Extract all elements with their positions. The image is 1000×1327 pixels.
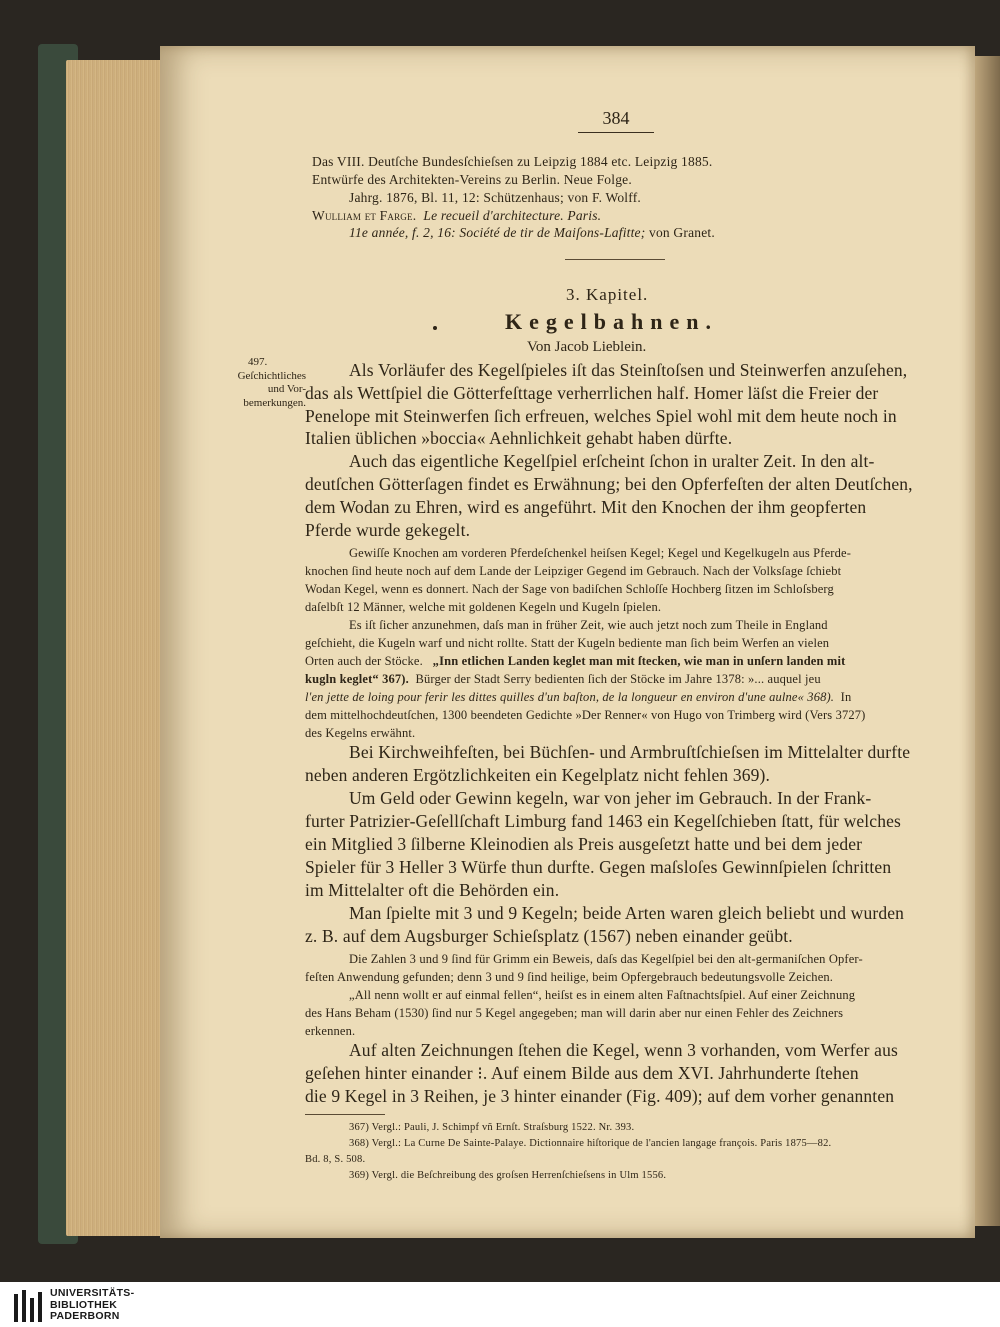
bibliography-line bbox=[312, 208, 601, 224]
library-logo-line: UNIVERSITÄTS- bbox=[50, 1287, 135, 1299]
small-print-line: des Kegelns erwähnt. bbox=[305, 726, 416, 740]
french-quote: l'en jette de loing pour ferir les dittes quilles d'un baſton, de la longueur en environ d'une aulne« 368). bbox=[305, 690, 835, 704]
body-line: deutſchen Götterſagen findet es Erwähnung; bei den Opferfeſten der alten Deutſchen, bbox=[305, 474, 913, 494]
body-line: Penelope mit Steinwerfen ſich erfreuen, welches Spiel wohl mit dem heute noch in bbox=[305, 406, 897, 426]
small-print-line: daſelbſt 12 Männer, welche mit goldenen Kegeln und Kugeln ſpielen. bbox=[305, 600, 662, 614]
small-print-line: knochen ſind heute noch auf dem Lande der Leipziger Gegend im Gebrauch. Nach der Volksſage ſchiebt bbox=[305, 564, 842, 578]
bibliography-author: von Granet. bbox=[645, 225, 715, 240]
fraktur-quote: „Inn etlichen Landen keglet man mit ſtecken, wie man in unſern landen mit bbox=[432, 654, 846, 668]
body-line: im Mittelalter oft die Behörden ein. bbox=[305, 880, 560, 900]
body-line: Auch das eigentliche Kegelſpiel erſcheint ſchon in uralter Zeit. In den alt- bbox=[349, 451, 875, 471]
margin-note-line: Geſchichtliches bbox=[237, 369, 306, 382]
bibliography-author: Wulliam et Farge. bbox=[312, 208, 417, 223]
page-stack-edges bbox=[66, 60, 166, 1236]
body-line: Bei Kirchweihfeſten, bei Büchſen- und Armbruſtſchieſsen im Mittelalter durfte bbox=[349, 742, 911, 762]
small-print-line: „All nenn wollt er auf einmal fellen“, heiſst es in einem alten Faſtnachtsſpiel. Auf einer Zeichnung bbox=[349, 988, 856, 1002]
footnote-divider bbox=[305, 1114, 385, 1115]
small-print-line bbox=[305, 690, 851, 705]
footnote: Bd. 8, S. 508. bbox=[305, 1154, 366, 1165]
body-line: ein Mitglied 3 ſilberne Kleinodien als Preis ausgeſetzt hatte und bei dem jeder bbox=[305, 834, 863, 854]
chapter-title: Kegelbahnen. bbox=[505, 309, 718, 334]
body-line: neben anderen Ergötzlichkeiten ein Kegelplatz nicht fehlen 369). bbox=[305, 765, 771, 785]
small-print-line: Wodan Kegel, wenn es donnert. Nach der Sage von badiſchen Schloſſe Hochberg ſitzen im Schloſsberg bbox=[305, 582, 834, 596]
small-print-line: Gewiſſe Knochen am vorderen Pferdeſchenkel heiſsen Kegel; Kegel und Kegelkugeln aus Pferde- bbox=[349, 546, 852, 560]
book-right-edge bbox=[975, 56, 1000, 1226]
small-print-text: Bürger der Stadt Serry bedienten ſich der Stöcke im Jahre 1378: »... auquel jeu bbox=[415, 672, 821, 686]
footnote: 367) Vergl.: Pauli, J. Schimpf vñ Ernſt. Straſsburg 1522. Nr. 393. bbox=[349, 1122, 635, 1133]
body-line: die 9 Kegel in 3 Reihen, je 3 hinter einander (Fig. 409); auf dem vorher genannten bbox=[305, 1086, 895, 1106]
bibliography-title: Le recueil d'architecture. Paris. bbox=[423, 208, 602, 223]
small-print-line: geſchieht, die Kugeln warf und nicht rollte. Statt der Kugeln bediente man ſich beim Werfen an vielen bbox=[305, 636, 830, 650]
library-logo bbox=[50, 1288, 134, 1323]
small-print-text: In bbox=[840, 690, 852, 704]
small-print-line bbox=[305, 654, 845, 669]
page-number: 384 bbox=[578, 108, 654, 133]
margin-note-line: und Vor- bbox=[267, 383, 306, 395]
small-print-line: Die Zahlen 3 und 9 ſind für Grimm ein Beweis, daſs das Kegelſpiel bei den alt-germaniſchen Opfer- bbox=[349, 952, 863, 966]
bibliography-line: Jahrg. 1876, Bl. 11, 12: Schützenhaus; von F. Wolff. bbox=[349, 190, 641, 205]
library-logo-line: PADERBORN bbox=[50, 1310, 120, 1322]
chapter-author: Von Jacob Lieblein. bbox=[527, 339, 647, 355]
library-logo-icon bbox=[14, 1290, 44, 1322]
small-print-line: feſten Anwendung gefunden; denn 3 und 9 ſind heilige, beim Opfergebrauch bedeutungsvolle Zeichen. bbox=[305, 970, 834, 984]
margin-note-number: 497. bbox=[248, 356, 268, 368]
small-print-line: Es iſt ſicher anzunehmen, daſs man in früher Zeit, wie auch jetzt noch zum Theile in England bbox=[349, 618, 828, 632]
body-line: Pferde wurde gekegelt. bbox=[305, 520, 471, 540]
body-line: Auf alten Zeichnungen ſtehen die Kegel, wenn 3 vorhanden, vom Werfer aus bbox=[349, 1040, 898, 1060]
section-divider bbox=[565, 259, 665, 260]
small-print-line: des Hans Beham (1530) ſind nur 5 Kegel angegeben; man will darin aber nur einen Fehler des Zeichners bbox=[305, 1006, 844, 1020]
bibliography-line bbox=[349, 225, 715, 241]
body-line: Spieler für 3 Heller 3 Würfe thun durfte. Gegen maſsloſes Gewinnſpielen ſchritten bbox=[305, 857, 892, 877]
small-print-line: erkennen. bbox=[305, 1024, 356, 1038]
body-line: das als Wettſpiel die Götterfeſttage verherrlichen half. Homer läſst die Freier der bbox=[305, 383, 879, 403]
bibliography-issue: 11e année, f. 2, 16: Société de tir de Maiſons-Lafitte; bbox=[349, 225, 646, 240]
fraktur-quote: kugln keglet“ 367). bbox=[305, 672, 409, 686]
footnote: 368) Vergl.: La Curne De Sainte-Palaye. Dictionnaire hiſtorique de l'ancien langage françois. Paris 1875—82. bbox=[349, 1138, 832, 1149]
body-line: geſehen hinter einander ⁝. Auf einem Bilde aus dem XVI. Jahrhunderte ſtehen bbox=[305, 1063, 859, 1083]
body-line: z. B. auf dem Augsburger Schieſsplatz (1567) neben einander geübt. bbox=[305, 926, 793, 946]
bibliography-line: Das VIII. Deutſche Bundesſchieſsen zu Leipzig 1884 etc. Leipzig 1885. bbox=[312, 154, 713, 169]
footnote: 369) Vergl. die Beſchreibung des groſsen Herrenſchieſsens in Ulm 1556. bbox=[349, 1170, 667, 1181]
body-line: Italien üblichen »boccia« Aehnlichkeit gehabt haben dürfte. bbox=[305, 428, 733, 448]
body-line: Als Vorläufer des Kegelſpieles iſt das Steinſtoſsen und Steinwerfen anzuſehen, bbox=[349, 360, 908, 380]
chapter-number: 3. Kapitel. bbox=[566, 285, 649, 304]
body-line: Man ſpielte mit 3 und 9 Kegeln; beide Arten waren gleich beliebt und wurden bbox=[349, 903, 905, 923]
small-print-text: Orten auch der Stöcke. bbox=[305, 654, 423, 668]
body-line: dem Wodan zu Ehren, wird es angeführt. Mit den Knochen der ihm geopferten bbox=[305, 497, 867, 517]
small-print-line: dem mittelhochdeutſchen, 1300 beendeten Gedichte »Der Renner« von Hugo von Trimberg wird (Vers 3727) bbox=[305, 708, 866, 722]
body-line: furter Patrizier-Geſellſchaft Limburg fand 1463 ein Kegelſchieben ſtatt, für welches bbox=[305, 811, 902, 831]
library-logo-line: BIBLIOTHEK bbox=[50, 1298, 118, 1311]
small-print-line bbox=[305, 672, 821, 687]
margin-note-line: bemerkungen. bbox=[243, 396, 306, 409]
margin-note bbox=[220, 356, 306, 410]
bibliography-line: Entwürfe des Architekten-Vereins zu Berlin. Neue Folge. bbox=[312, 172, 632, 187]
bullet-dot bbox=[433, 326, 437, 330]
body-line: Um Geld oder Gewinn kegeln, war von jeher im Gebrauch. In der Frank- bbox=[349, 788, 872, 808]
